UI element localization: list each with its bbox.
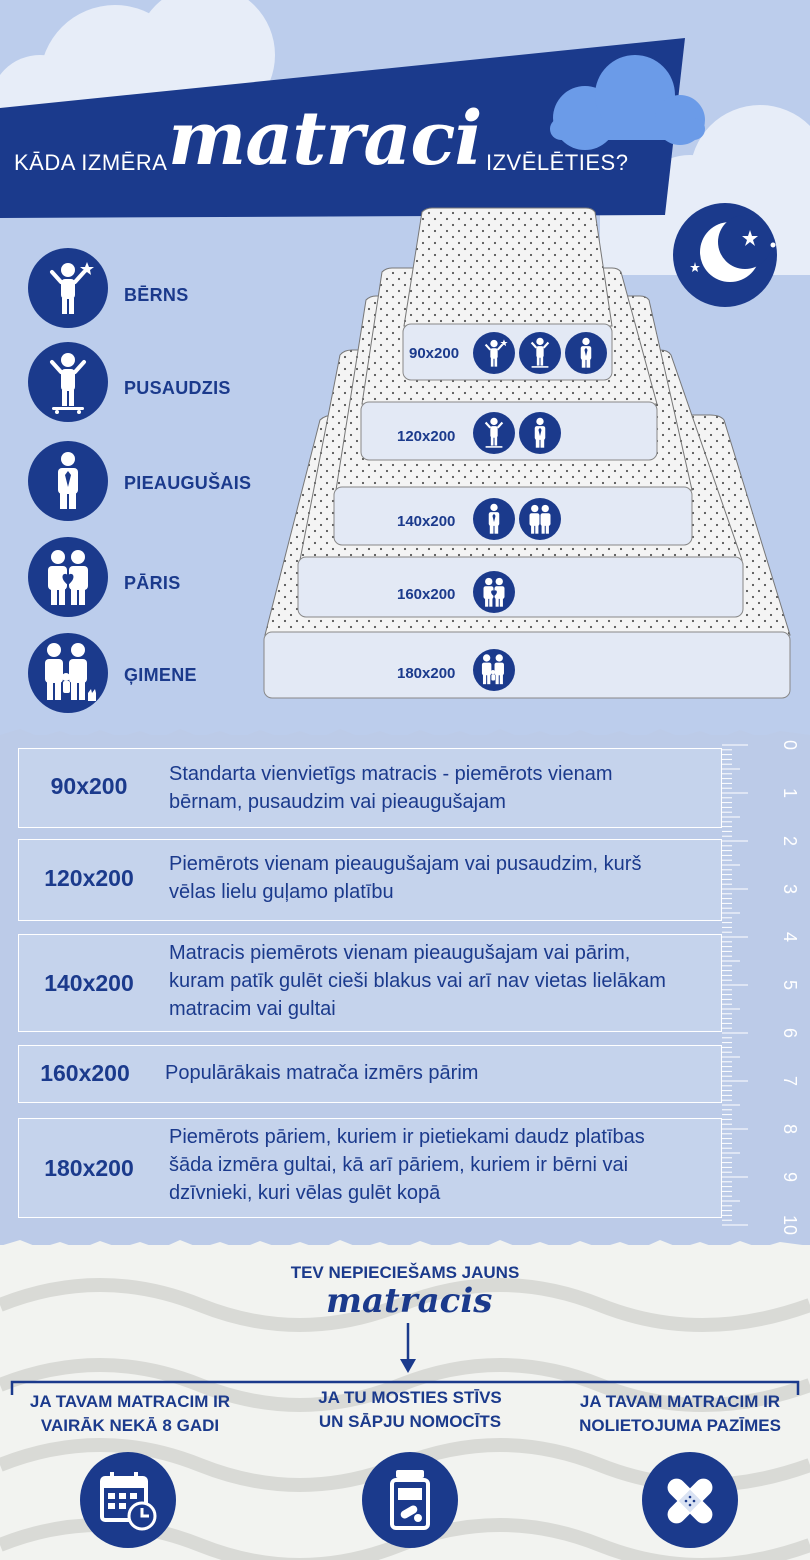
ruler-label: 10 xyxy=(780,1214,800,1236)
ruler-label: 7 xyxy=(780,1075,800,1087)
mattress-size-tag: 120x200 xyxy=(397,428,456,445)
row-size: 90x200 xyxy=(50,773,128,799)
ruler-label: 3 xyxy=(780,883,800,895)
couple-icon xyxy=(519,498,561,540)
title-suffix: IZVĒLĒTIES? xyxy=(486,150,629,175)
calendar-clock-icon xyxy=(80,1452,176,1548)
mattress-size-tag: 90x200 xyxy=(409,345,460,362)
bandage-icon xyxy=(642,1452,738,1548)
reason-wear: JA TAVAM MATRACIM IR NOLIETOJUMA PAZĪMES xyxy=(579,1392,781,1435)
child-icon xyxy=(28,248,108,328)
need-script: matracis xyxy=(326,1281,493,1321)
person-label-family: ĢIMENE xyxy=(124,665,197,685)
table-row xyxy=(18,934,722,1032)
mattress-size-tag: 160x200 xyxy=(397,586,456,603)
table-row xyxy=(18,1045,722,1103)
row-description: Matracis piemērots vienam pieaugušajam vai pārim, kuram patīk gulēt cieši blakus vai arī nav vietas lielākam matracim vai gultai xyxy=(169,942,666,1020)
row-size: 140x200 xyxy=(44,970,134,996)
row-description: Piemērots pāriem, kuriem ir pietiekami daudz platības šāda izmēra gultai, kā arī pāriem, kuriem ir bērni vai dzīvnieki, kuri vēlas gulēt kopā xyxy=(169,1126,645,1204)
mattress-size-tag: 140x200 xyxy=(397,513,456,530)
table-row xyxy=(18,1118,722,1218)
moon-stars-icon xyxy=(673,203,777,307)
couple-icon xyxy=(28,537,108,617)
row-size: 120x200 xyxy=(44,865,134,891)
need-title: TEV NEPIECIEŠAMS JAUNS xyxy=(290,1263,520,1282)
adult-icon xyxy=(473,498,515,540)
ruler-label: 1 xyxy=(780,787,800,799)
family-icon xyxy=(473,649,515,691)
title-script: matraci xyxy=(168,96,482,182)
mattress-size-tag: 180x200 xyxy=(397,665,456,682)
child-icon xyxy=(473,332,515,374)
family-icon xyxy=(28,633,108,713)
ruler-label: 5 xyxy=(780,979,800,991)
person-label-adult: PIEAUGUŠAIS xyxy=(124,473,252,493)
ruler xyxy=(722,735,810,1245)
title-prefix: KĀDA IZMĒRA xyxy=(14,150,168,175)
row-description: Populārākais matrača izmērs pārim xyxy=(165,1062,479,1084)
table-row xyxy=(18,748,722,828)
adult-icon xyxy=(519,412,561,454)
teenager-icon xyxy=(28,342,108,422)
row-size: 160x200 xyxy=(40,1060,130,1086)
size-table xyxy=(0,735,810,1245)
row-description: Piemērots vienam pieaugušajam vai pusaudzim, kurš vēlas lielu guļamo platību xyxy=(169,853,642,903)
ruler-label: 6 xyxy=(780,1027,800,1039)
hero-section xyxy=(0,0,810,735)
couple-icon xyxy=(473,571,515,613)
ruler-label: 0 xyxy=(780,739,800,751)
teenager-icon xyxy=(519,332,561,374)
person-label-teenager: PUSAUDZIS xyxy=(124,378,231,398)
ruler-label: 2 xyxy=(780,835,800,847)
reason-stiff: JA TU MOSTIES STĪVS UN SĀPJU NOMOCĪTS xyxy=(318,1388,502,1431)
row-size: 180x200 xyxy=(44,1155,134,1181)
adult-icon xyxy=(565,332,607,374)
need-section xyxy=(0,1245,810,1560)
medicine-jar-icon xyxy=(362,1452,458,1548)
person-label-child: BĒRNS xyxy=(124,285,189,305)
reason-age: JA TAVAM MATRACIM IR VAIRĀK NEKĀ 8 GADI xyxy=(29,1392,231,1435)
person-label-couple: PĀRIS xyxy=(124,573,181,593)
ruler-label: 8 xyxy=(780,1123,800,1135)
table-row xyxy=(18,839,722,921)
ruler-label: 4 xyxy=(780,931,800,943)
ruler-label: 9 xyxy=(780,1171,800,1183)
teenager-icon xyxy=(473,412,515,454)
adult-icon xyxy=(28,441,108,521)
row-description: Standarta vienvietīgs matracis - piemērots vienam bērnam, pusaudzim vai pieaugušajam xyxy=(169,763,613,813)
